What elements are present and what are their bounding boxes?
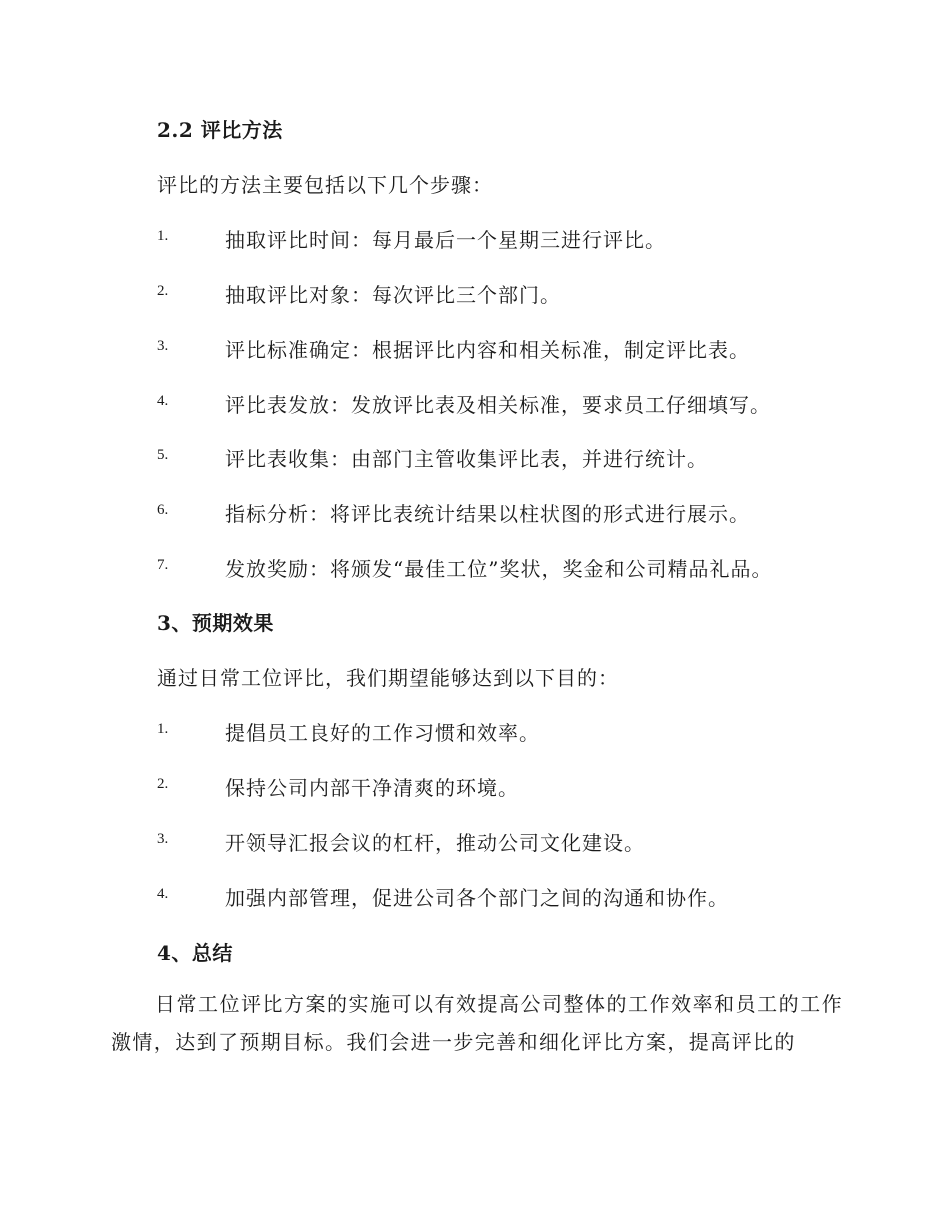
list-item-number: 2. [157, 283, 169, 299]
list-item-text: 评比表发放：发放评比表及相关标准，要求员工仔细填写。 [225, 393, 771, 417]
list-item-text: 开领导汇报会议的杠杆，推动公司文化建设。 [225, 831, 645, 855]
section-2-2-intro: 评比的方法主要包括以下几个步骤： [157, 173, 493, 197]
section-3-intro: 通过日常工位评比，我们期望能够达到以下目的： [157, 666, 619, 690]
list-item-number: 5. [157, 447, 169, 463]
list-item-number: 2. [157, 776, 169, 792]
list-item-number: 7. [157, 557, 169, 573]
list-item-number: 3. [157, 831, 169, 847]
list-item-text: 加强内部管理，促进公司各个部门之间的沟通和协作。 [225, 886, 729, 910]
list-item-number: 4. [157, 393, 169, 409]
list-item-number: 6. [157, 502, 169, 518]
list-item-text: 提倡员工良好的工作习惯和效率。 [225, 721, 540, 745]
list-item-text: 抽取评比时间：每月最后一个星期三进行评比。 [225, 228, 666, 252]
list-item-text: 指标分析：将评比表统计结果以柱状图的形式进行展示。 [225, 502, 750, 526]
section-3-title: 3、预期效果 [157, 611, 274, 635]
list-item-number: 3. [157, 338, 169, 354]
list-item-text: 评比表收集：由部门主管收集评比表，并进行统计。 [225, 447, 708, 471]
list-item-text: 保持公司内部干净清爽的环境。 [225, 776, 519, 800]
section-2-2-title: 2.2 评比方法 [157, 118, 283, 142]
list-item-text: 发放奖励：将颁发“最佳工位”奖状，奖金和公司精品礼品。 [225, 557, 773, 581]
list-item-number: 1. [157, 721, 169, 737]
section-4-title: 4、总结 [157, 941, 233, 965]
list-item-text: 抽取评比对象：每次评比三个部门。 [225, 283, 561, 307]
list-item-text: 评比标准确定：根据评比内容和相关标准，制定评比表。 [225, 338, 750, 362]
list-item-number: 4. [157, 886, 169, 902]
list-item-number: 1. [157, 228, 169, 244]
summary-paragraph: 日常工位评比方案的实施可以有效提高公司整体的工作效率和员工的工作激情，达到了预期目标。我们会进一步完善和细化评比方案，提高评比的 [111, 992, 843, 1054]
